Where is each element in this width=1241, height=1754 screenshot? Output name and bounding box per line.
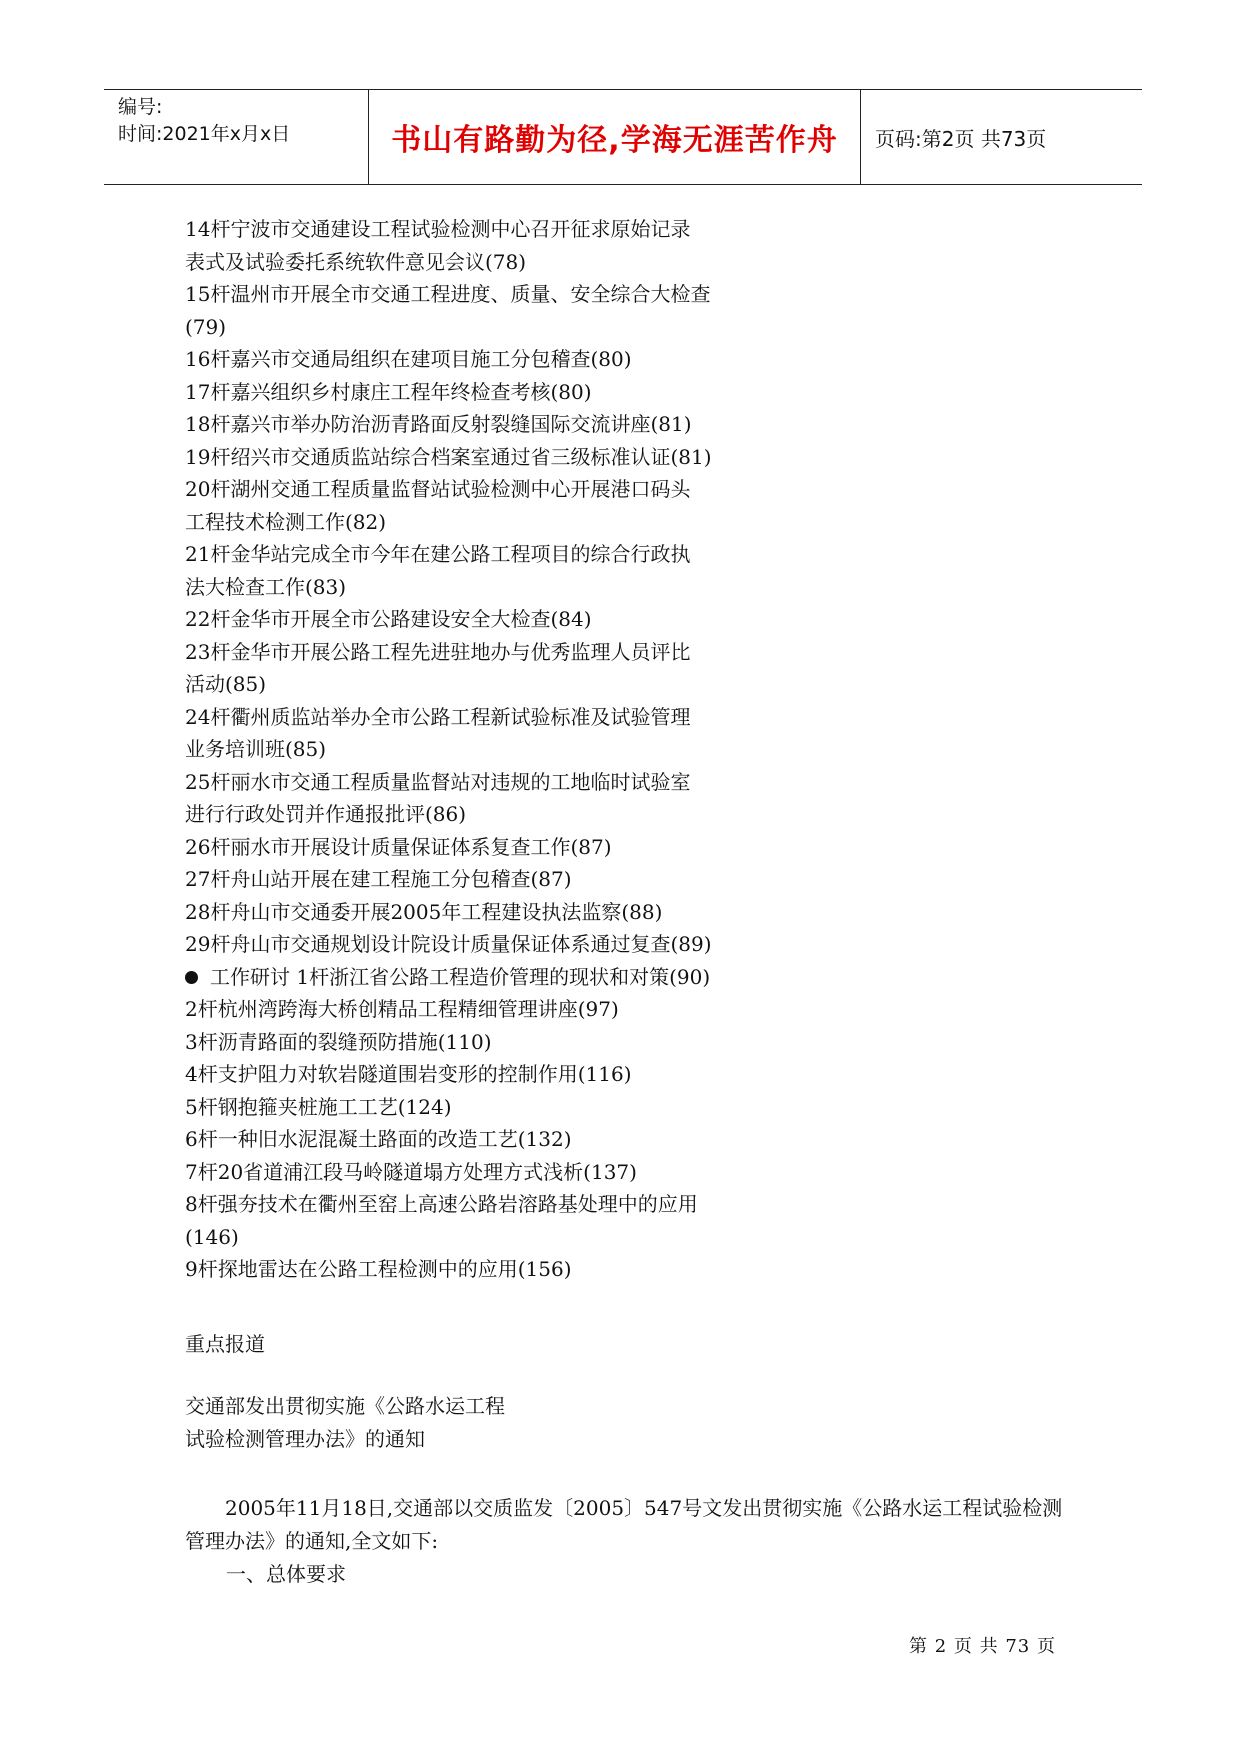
toc-line-text: 进行行政处罚并作通报批评(86) bbox=[185, 802, 467, 826]
bullet-icon bbox=[185, 971, 198, 984]
toc-line-text: 20杆湖州交通工程质量监督站试验检测中心开展港口码头 bbox=[185, 477, 691, 501]
toc-line-text: 工作研讨 1杆浙江省公路工程造价管理的现状和对策(90) bbox=[210, 964, 711, 989]
toc-line-text: (146) bbox=[185, 1224, 239, 1249]
toc-line bbox=[185, 831, 1085, 864]
toc-line bbox=[185, 1221, 1085, 1254]
page-info-text: 页码:第2页 共73页 bbox=[875, 126, 1047, 151]
toc-line bbox=[185, 636, 1085, 669]
header-motto-cell bbox=[369, 90, 861, 184]
toc-line-text: 18杆嘉兴市举办防治沥青路面反射裂缝国际交流讲座(81) bbox=[185, 412, 692, 436]
toc-line-text: 4杆支护阻力对软岩隧道围岩变形的控制作用(116) bbox=[185, 1062, 632, 1086]
toc-line bbox=[185, 441, 1085, 474]
toc-line bbox=[185, 1156, 1085, 1189]
page-footer: 第 2 页 共 73 页 bbox=[909, 1636, 1056, 1657]
number-label: 编号: bbox=[118, 96, 163, 118]
article-title bbox=[185, 1390, 505, 1456]
toc-line-text: 3杆沥青路面的裂缝预防措施(110) bbox=[185, 1029, 492, 1054]
body-subheading: 一、总体要求 bbox=[226, 1562, 346, 1586]
toc-line-text: 2杆杭州湾跨海大桥创精品工程精细管理讲座(97) bbox=[185, 997, 619, 1021]
header-page-info bbox=[861, 90, 1142, 184]
toc-line bbox=[185, 1123, 1085, 1156]
toc-line bbox=[185, 1026, 1085, 1059]
toc-line-text: (79) bbox=[185, 314, 227, 339]
body-paragraph: 2005年11月18日,交通部以交质监发〔2005〕547号文发出贯彻实施《公路水运工程试验检测管理办法》的通知,全文如下: bbox=[185, 1496, 1063, 1553]
toc-line-text: 21杆金华站完成全市今年在建公路工程项目的综合行政执 bbox=[185, 542, 691, 566]
toc-line-text: 工程技术检测工作(82) bbox=[185, 509, 387, 534]
toc-line bbox=[185, 213, 1085, 246]
toc-line-text: 26杆丽水市开展设计质量保证体系复查工作(87) bbox=[185, 834, 612, 859]
table-of-contents bbox=[185, 213, 1085, 1286]
toc-line bbox=[185, 473, 1085, 506]
toc-line bbox=[185, 343, 1085, 376]
toc-line-text: 15杆温州市开展全市交通工程进度、质量、安全综合大检查 bbox=[185, 282, 711, 306]
toc-line-text: 9杆探地雷达在公路工程检测中的应用(156) bbox=[185, 1257, 572, 1281]
toc-line-text: 14杆宁波市交通建设工程试验检测中心召开征求原始记录 bbox=[185, 217, 691, 241]
toc-line-text: 5杆钢抱箍夹桩施工工艺(124) bbox=[185, 1094, 452, 1119]
toc-line bbox=[185, 1253, 1085, 1286]
toc-line bbox=[185, 1058, 1085, 1091]
toc-line bbox=[185, 311, 1085, 344]
toc-line-text: 6杆一种旧水泥混凝土路面的改造工艺(132) bbox=[185, 1127, 572, 1151]
toc-line bbox=[185, 538, 1085, 571]
toc-line-text: 19杆绍兴市交通质监站综合档案室通过省三级标准认证(81) bbox=[185, 444, 712, 469]
motto-text: 书山有路勤为径,学海无涯苦作舟 bbox=[391, 123, 838, 158]
toc-line bbox=[185, 668, 1085, 701]
toc-line bbox=[185, 961, 1085, 994]
article-title-line: 交通部发出贯彻实施《公路水运工程 bbox=[185, 1394, 505, 1418]
toc-line bbox=[185, 928, 1085, 961]
toc-line bbox=[185, 246, 1085, 279]
toc-line-text: 法大检查工作(83) bbox=[185, 574, 347, 599]
toc-line bbox=[185, 896, 1085, 929]
toc-line bbox=[185, 993, 1085, 1026]
toc-line bbox=[185, 1188, 1085, 1221]
article-title-line: 试验检测管理办法》的通知 bbox=[185, 1427, 425, 1451]
toc-line-text: 17杆嘉兴组织乡村康庄工程年终检查考核(80) bbox=[185, 379, 592, 404]
toc-line bbox=[185, 506, 1085, 539]
toc-line bbox=[185, 408, 1085, 441]
section-heading: 重点报道 bbox=[185, 1332, 265, 1356]
toc-line bbox=[185, 863, 1085, 896]
toc-line bbox=[185, 701, 1085, 734]
toc-line-text: 23杆金华市开展公路工程先进驻地办与优秀监理人员评比 bbox=[185, 639, 691, 664]
toc-line bbox=[185, 733, 1085, 766]
toc-line bbox=[185, 278, 1085, 311]
toc-line-text: 29杆舟山市交通规划设计院设计质量保证体系通过复查(89) bbox=[185, 932, 712, 956]
document-header bbox=[104, 89, 1142, 185]
toc-line-text: 28杆舟山市交通委开展2005年工程建设执法监察(88) bbox=[185, 899, 663, 924]
toc-line bbox=[185, 766, 1085, 799]
header-meta bbox=[104, 90, 369, 184]
toc-line-text: 24杆衢州质监站举办全市公路工程新试验标准及试验管理 bbox=[185, 704, 691, 729]
time-label: 时间:2021年x月x日 bbox=[118, 123, 291, 145]
toc-line-text: 表式及试验委托系统软件意见会议(78) bbox=[185, 249, 527, 274]
toc-line-text: 业务培训班(85) bbox=[185, 737, 327, 761]
toc-line bbox=[185, 603, 1085, 636]
toc-line bbox=[185, 1091, 1085, 1124]
toc-line-text: 16杆嘉兴市交通局组织在建项目施工分包稽查(80) bbox=[185, 347, 632, 371]
toc-line-text: 25杆丽水市交通工程质量监督站对违规的工地临时试验室 bbox=[185, 769, 691, 794]
toc-line-text: 7杆20省道浦江段马岭隧道塌方处理方式浅析(137) bbox=[185, 1159, 637, 1184]
toc-line-text: 22杆金华市开展全市公路建设安全大检查(84) bbox=[185, 607, 592, 631]
toc-line bbox=[185, 798, 1085, 831]
toc-line bbox=[185, 376, 1085, 409]
toc-line-text: 8杆强夯技术在衢州至窑上高速公路岩溶路基处理中的应用 bbox=[185, 1192, 698, 1216]
toc-line bbox=[185, 571, 1085, 604]
toc-line-text: 27杆舟山站开展在建工程施工分包稽查(87) bbox=[185, 867, 572, 891]
toc-line-text: 活动(85) bbox=[185, 672, 267, 696]
